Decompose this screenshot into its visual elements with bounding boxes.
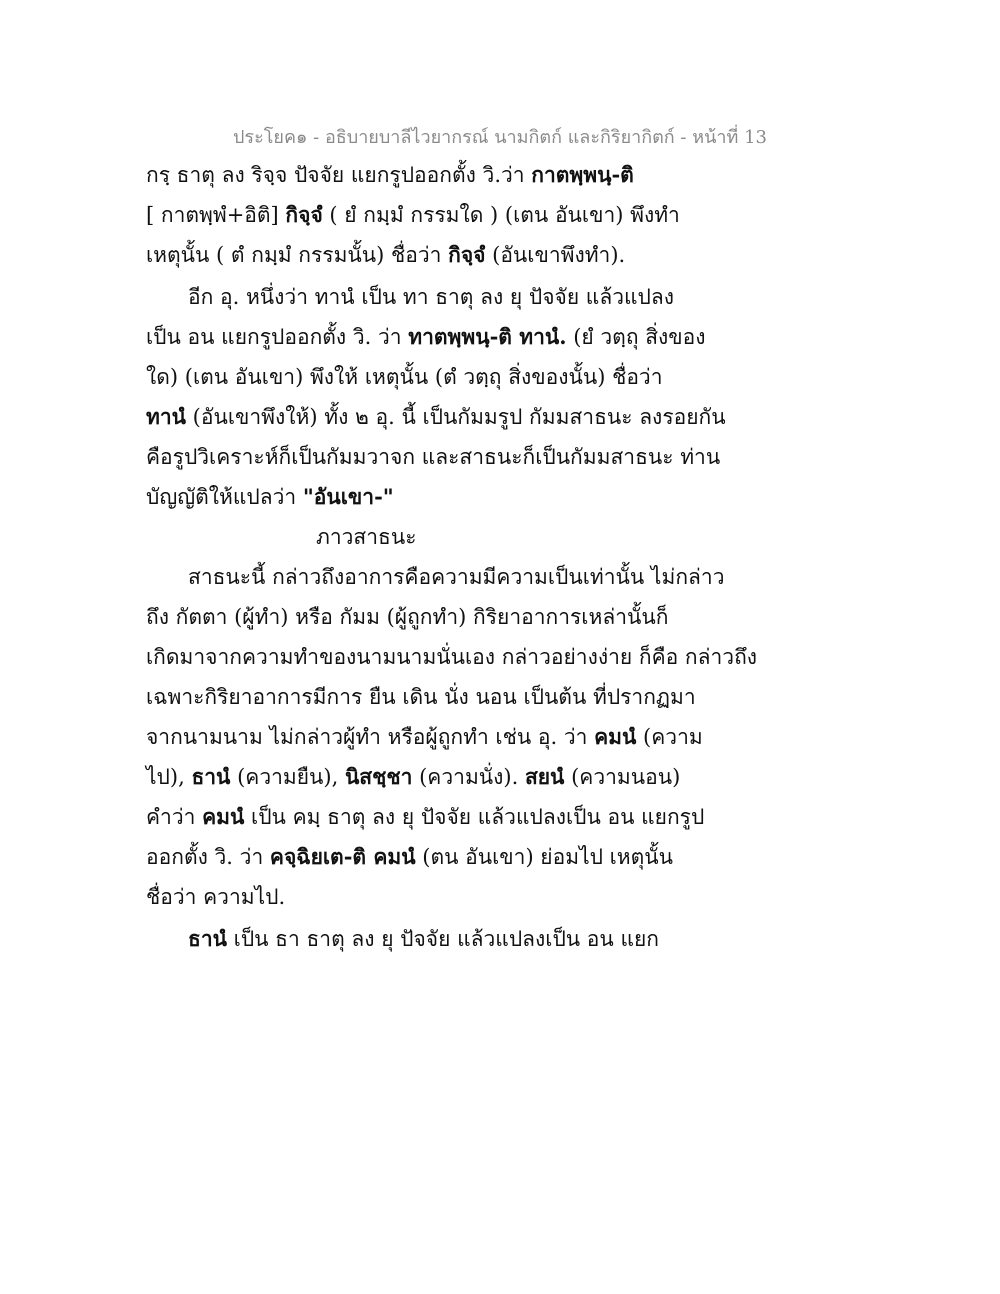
- text-line: [146, 682, 696, 712]
- text-line: [146, 160, 634, 190]
- text-line: [146, 482, 394, 512]
- text-run: (ความยืน),: [230, 765, 345, 789]
- text-line: [146, 200, 680, 230]
- text-run: (ความ: [636, 725, 703, 749]
- section-heading: [316, 522, 417, 552]
- text-run: กรฺ ธาตุ ลง ริจฺจ ปัจจัย แยกรูปออกตั้ง วิ.ว่า: [146, 163, 532, 187]
- text-run: เกิดมาจากความทำของนามนามนั่นเอง กล่าวอย่างง่าย ก็คือ กล่าวถึง: [146, 645, 758, 669]
- text-run: คือรูปวิเคราะห์ก็เป็นกัมมวาจก และสาธนะก็เป็นกัมมสาธนะ ท่าน: [146, 445, 721, 469]
- text-line: [146, 602, 668, 632]
- text-run: เหตุนั้น ( ตํ กมฺมํ กรรมนั้น) ชื่อว่า: [146, 243, 449, 267]
- bold-term: คจฺฉิยเต-ติ คมนํ: [269, 844, 416, 869]
- text-line: [146, 362, 663, 392]
- text-run: เป็น คมฺ ธาตุ ลง ยุ ปัจจัย แล้วแปลงเป็น อน แยกรูป: [244, 805, 705, 829]
- text-run: [ กาตพฺพํ+อิติ]: [146, 203, 286, 227]
- text-run: (ความนอน): [564, 765, 681, 789]
- text-run: (ความนั่ง).: [412, 765, 525, 789]
- text-line: [188, 282, 674, 312]
- text-run: เป็น อน แยกรูปออกตั้ง วิ. ว่า: [146, 325, 409, 349]
- text-run: (อันเขาพึงทำ).: [485, 243, 626, 267]
- text-run: (ตน อันเขา) ย่อมไป เหตุนั้น: [415, 845, 674, 869]
- bold-term: สยนํ: [524, 764, 565, 789]
- text-line: [146, 802, 704, 832]
- text-line: [146, 240, 625, 270]
- bold-term: "อันเขา-": [302, 484, 394, 509]
- text-run: บัญญัติให้แปลว่า: [146, 485, 303, 509]
- text-line: [146, 402, 726, 432]
- running-header: ประโยค๑ - อธิบายบาลีไวยากรณ์ นามกิตก์ และกิริยากิตก์ - หน้าที่ 13: [233, 127, 767, 148]
- text-run: เป็น ธา ธาตุ ลง ยุ ปัจจัย แล้วแปลงเป็น อน แยก: [226, 927, 660, 951]
- bold-term: คมนํ: [202, 804, 245, 829]
- bold-term: กาตพฺพนฺ-ติ: [531, 162, 634, 187]
- text-run: ใด) (เตน อันเขา) พึงให้ เหตุนั้น (ตํ วตฺถุ สิ่งของนั้น) ชื่อว่า: [146, 365, 663, 389]
- text-line: [146, 642, 757, 672]
- text-run: อีก อุ. หนึ่งว่า ทานํ เป็น ทา ธาตุ ลง ยุ ปัจจัย แล้วแปลง: [188, 285, 674, 309]
- text-run: (อันเขาพึงให้) ทั้ง ๒ อุ. นี้ เป็นกัมมรูป กัมมสาธนะ ลงรอยกัน: [186, 405, 726, 429]
- text-run: ( ยํ กมฺมํ กรรมใด ) (เตน อันเขา) พึงทำ: [322, 203, 680, 227]
- text-run: (ยํ วตฺถุ สิ่งของ: [566, 325, 706, 349]
- text-line: [146, 882, 285, 912]
- text-run: ออกตั้ง วิ. ว่า: [146, 845, 270, 869]
- text-line: [146, 722, 703, 752]
- bold-term: กิจฺจํ: [285, 202, 323, 227]
- bold-term: ธานํ: [191, 764, 231, 789]
- text-line: [146, 842, 673, 872]
- bold-term: คมนํ: [594, 724, 637, 749]
- text-line: [146, 442, 720, 472]
- bold-term: กิจฺจํ: [448, 242, 486, 267]
- text-line: [188, 562, 725, 592]
- text-run: จากนามนาม ไม่กล่าวผู้ทำ หรือผู้ถูกทำ เช่น อุ. ว่า: [146, 725, 595, 749]
- text-run: ภาวสาธนะ: [316, 525, 417, 549]
- text-run: ถึง กัตตา (ผู้ทำ) หรือ กัมม (ผู้ถูกทำ) กิริยาอาการเหล่านั้นก็: [146, 605, 669, 629]
- bold-term: ทาตพฺพนฺ-ติ ทานํ.: [408, 324, 567, 349]
- bold-term: นิสชฺชา: [344, 764, 413, 789]
- bold-term: ทานํ: [146, 404, 186, 429]
- text-run: สาธนะนี้ กล่าวถึงอาการคือความมีความเป็นเท่านั้น ไม่กล่าว: [188, 565, 725, 589]
- text-run: เฉพาะกิริยาอาการมีการ ยืน เดิน นั่ง นอน เป็นต้น ที่ปรากฏมา: [146, 685, 696, 709]
- text-line: [188, 924, 659, 954]
- text-line: [146, 762, 680, 792]
- text-run: ไป),: [146, 765, 192, 789]
- bold-term: ธานํ: [188, 926, 227, 951]
- text-run: ชื่อว่า ความไป.: [146, 885, 286, 909]
- text-run: คำว่า: [146, 805, 203, 829]
- text-line: [146, 322, 706, 352]
